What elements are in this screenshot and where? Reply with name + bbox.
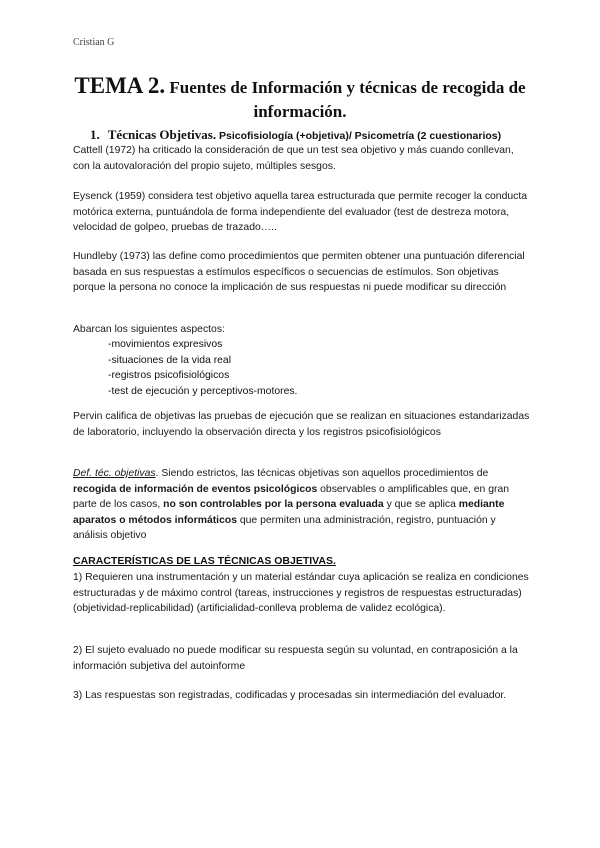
characteristic-1: 1) Requieren una instrumentación y un material estándar cuya aplicación se realiza en condiciones estructuradas y de máximo control (tareas, instrucciones y registros de respuestas estructuradas) (objetividad-replicabilidad) (artificialidad-conlleva problema de validez ecológica).: [73, 572, 529, 614]
definition-text: observables o amplificables que, en gran parte de los casos,: [73, 483, 510, 510]
definition-bold: no son controlables por la persona evaluada: [163, 499, 384, 510]
title-text: Fuentes de Información y técnicas de recogida de información.: [165, 78, 526, 121]
definition-label: Def. téc. objetivas: [73, 468, 156, 479]
title-prefix: TEMA 2.: [74, 73, 166, 98]
list-item: -movimientos expresivos: [108, 339, 223, 350]
paragraph-pervin: Pervin califica de objetivas las pruebas de ejecución que se realizan en situaciones estandarizadas de laboratorio, incluyendo la observación directa y los registros psicofisiológicos: [73, 411, 530, 438]
definition-text: . Siendo estrictos, las técnicas objetivas son aquellos procedimientos de: [155, 468, 489, 479]
characteristic-3: 3) Las respuestas son registradas, codificadas y procesadas sin intermediación del evaluador.: [73, 690, 507, 701]
paragraph-eysenck: Eysenck (1959) considera test objetivo aquella tarea estructurada que permite recoger la conducta motórica externa, puntuándola de forma independiente del evaluador (test de destreza motora, velocidad de golpeo, pruebas de trazado…..: [73, 191, 527, 233]
characteristics-heading: CARACTERÍSTICAS DE LAS TÉCNICAS OBJETIVAS.: [73, 555, 336, 567]
paragraph-hundleby: Hundleby (1973) las define como procedimientos que permiten obtener una puntuación diferencial basada en sus respuestas a estímulos específicos o secuencias de estímulos. Son objetivas porque la persona no conoce la implicación de sus respuestas ni puede modificar su dirección: [73, 251, 525, 293]
characteristic-2: 2) El sujeto evaluado no puede modificar su respuesta según su voluntad, en contraposición a la información subjetiva del autoinforme: [73, 645, 518, 672]
paragraph-cattell: Cattell (1972) ha criticado la consideración de que un test sea objetivo y más cuando conllevan, con la autovaloración del propio sujeto, múltiples sesgos.: [73, 145, 514, 172]
list-item: -test de ejecución y perceptivos-motores.: [108, 385, 298, 397]
section-subtitle: Psicofisiología (+objetiva)/ Psicometría (2 cuestionarios): [216, 130, 502, 142]
definition-text: y que se aplica: [383, 499, 459, 510]
list-item: -situaciones de la vida real: [108, 354, 232, 366]
paragraph-aspects-intro: Abarcan los siguientes aspectos:: [73, 324, 225, 335]
section-title: Técnicas Objetivas.: [107, 127, 217, 142]
section-number: 1.: [90, 127, 100, 142]
author-name: Cristian G: [73, 37, 115, 48]
paragraph-definition: [73, 466, 533, 544]
list-item: -registros psicofisiológicos: [108, 370, 230, 381]
definition-bold: mediante aparatos o métodos informáticos: [73, 499, 505, 526]
page-title: [60, 74, 540, 124]
definition-text: que permiten una administración, registro, puntuación y análisis objetivo: [73, 514, 496, 541]
section-heading: [90, 127, 501, 143]
definition-bold: recogida de información de eventos psicológicos: [73, 483, 318, 495]
aspects-list: [108, 337, 297, 399]
